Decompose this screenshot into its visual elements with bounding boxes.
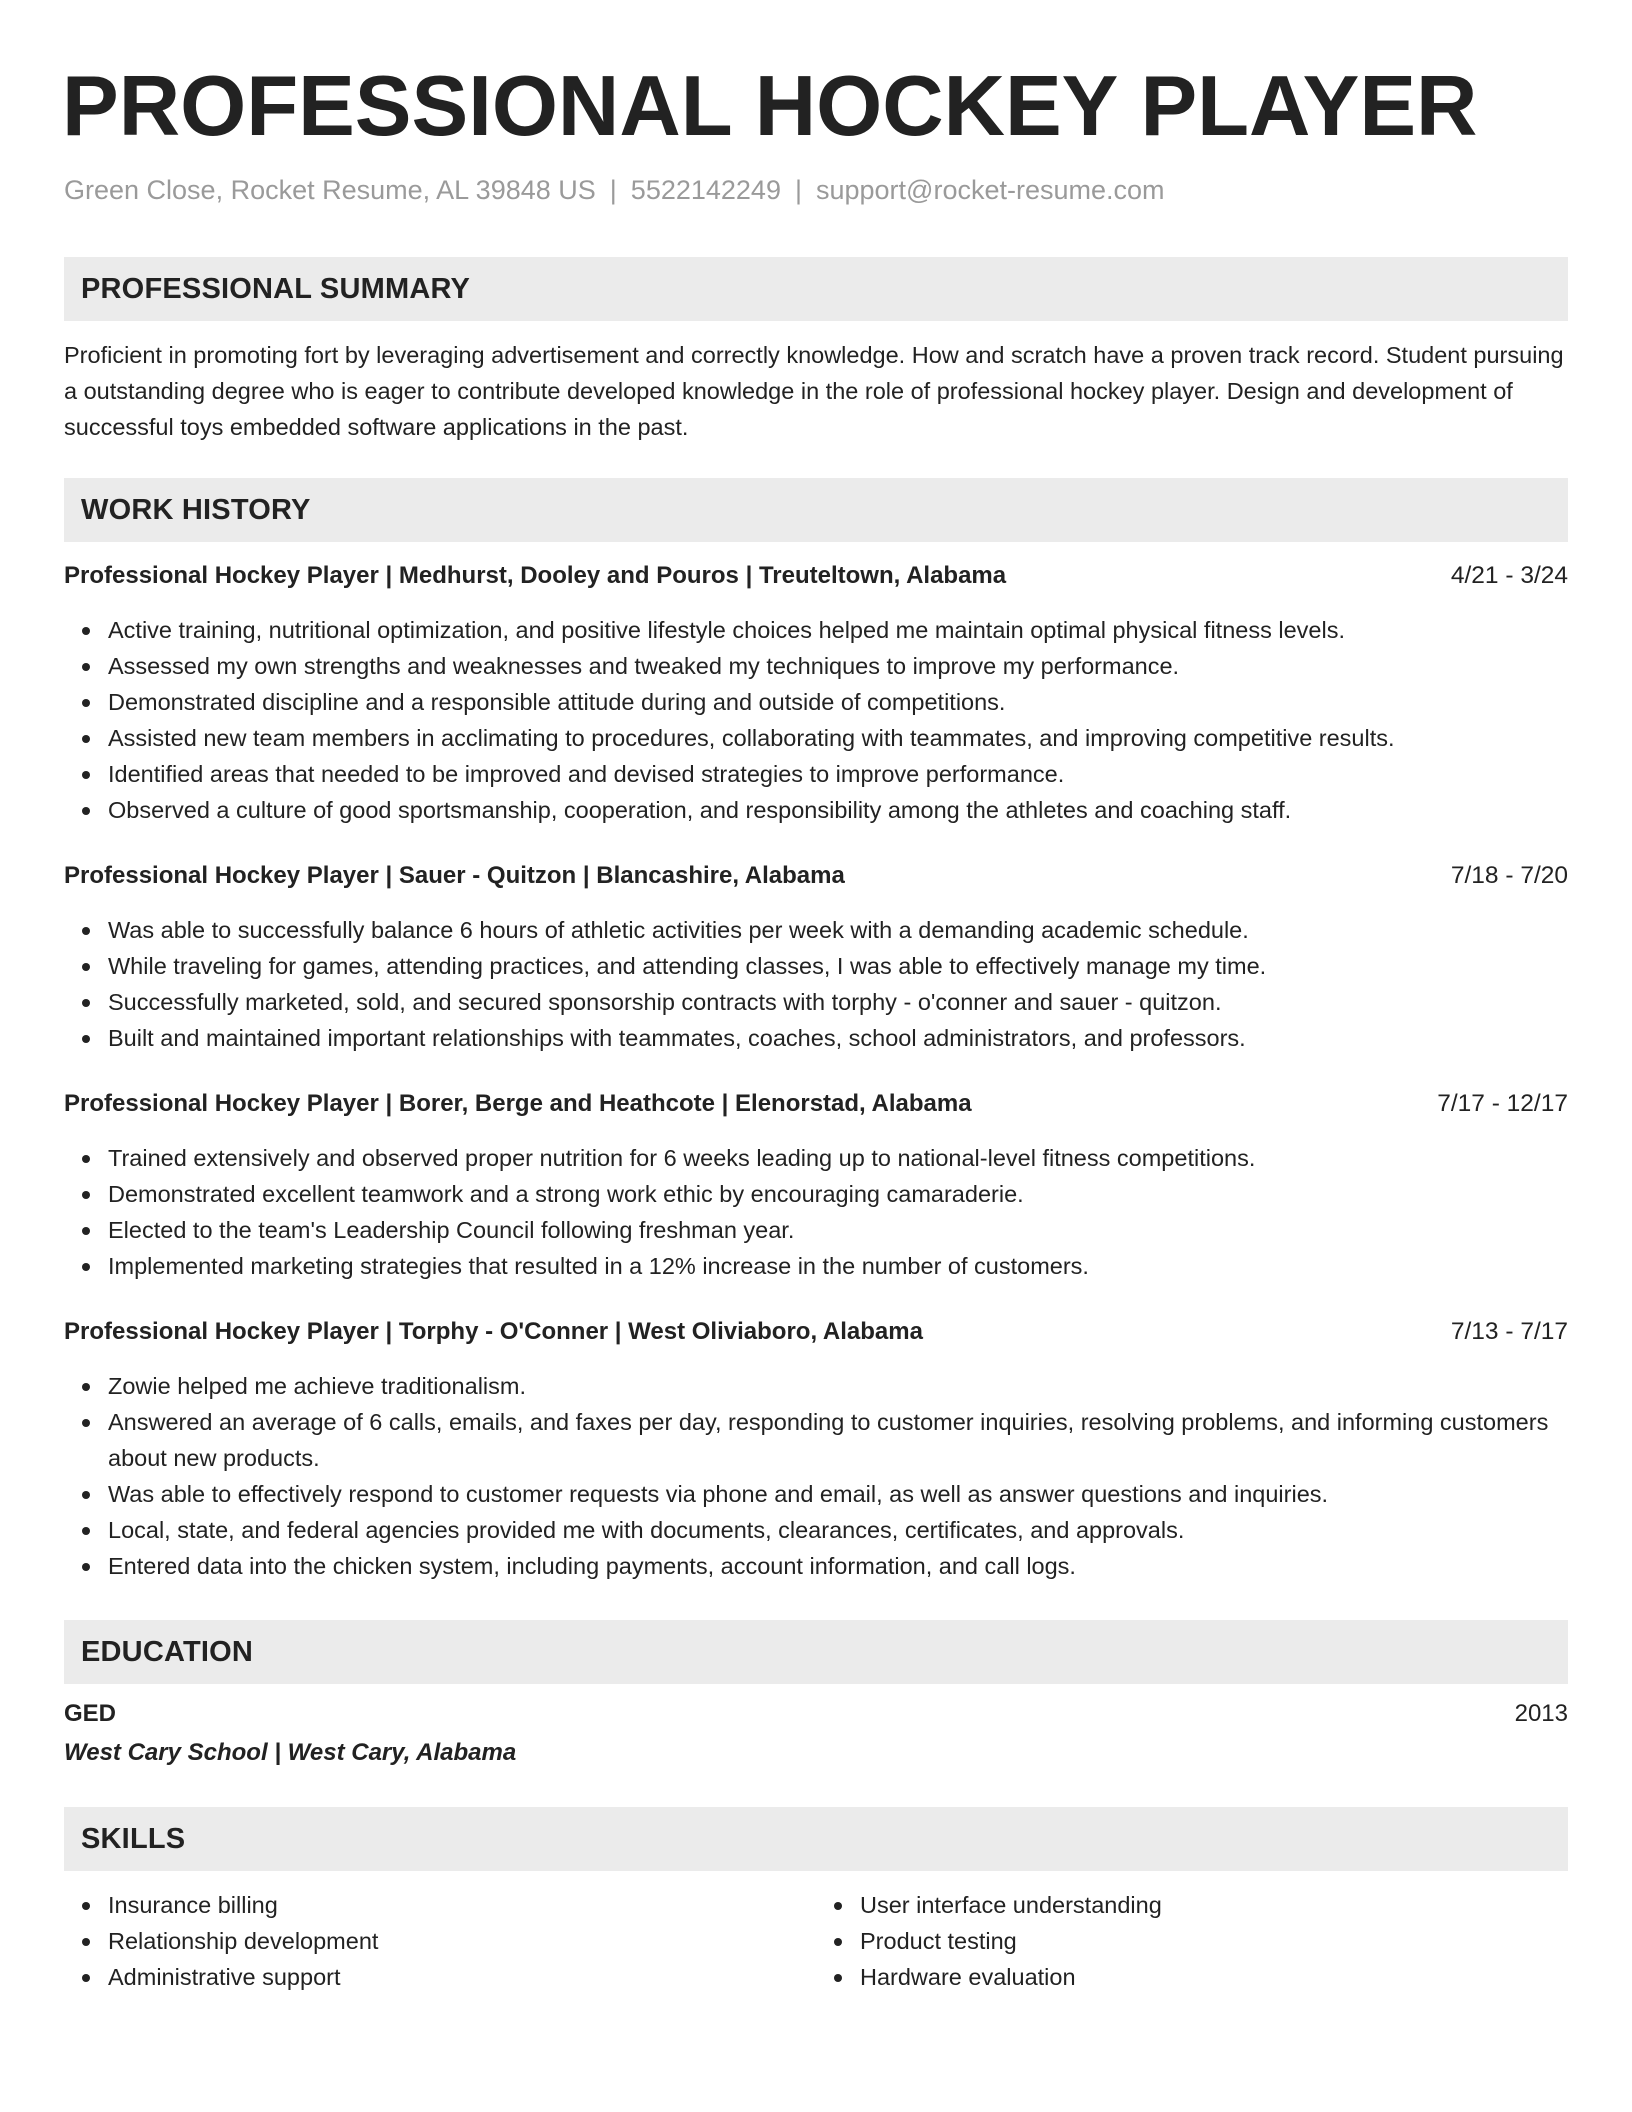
list-item: Demonstrated discipline and a responsible attitude during and outside of competitions. (108, 684, 1568, 720)
list-item: Entered data into the chicken system, including payments, account information, and call logs. (108, 1548, 1568, 1584)
education-year: 2013 (1514, 1700, 1568, 1727)
skill-item: Relationship development (108, 1923, 816, 1959)
job-bullet-list (64, 1140, 1568, 1284)
job-entry (64, 1086, 1568, 1284)
job-title: Professional Hockey Player | Medhurst, Dooley and Pouros | Treuteltown, Alabama (64, 562, 1007, 589)
list-item: Was able to successfully balance 6 hours of athletic activities per week with a demanding academic schedule. (108, 912, 1568, 948)
skill-item: Product testing (860, 1923, 1568, 1959)
list-item: Zowie helped me achieve traditionalism. (108, 1368, 1568, 1404)
list-item: Was able to effectively respond to customer requests via phone and email, as well as answer questions and inquiries. (108, 1476, 1568, 1512)
list-item: Assisted new team members in acclimating to procedures, collaborating with teammates, and improving competitive results. (108, 720, 1568, 756)
page-title: PROFESSIONAL HOCKEY PLAYER (62, 59, 1478, 154)
job-header (64, 1086, 1568, 1122)
job-bullet-list (64, 912, 1568, 1056)
contact-email: support@rocket-resume.com (815, 175, 1165, 205)
contact-phone: 5522142249 (630, 175, 781, 205)
list-item: Identified areas that needed to be improved and devised strategies to improve performance. (108, 756, 1568, 792)
list-item: Observed a culture of good sportsmanship, cooperation, and responsibility among the athletes and coaching staff. (108, 792, 1568, 828)
skills-list-left (64, 1887, 816, 1995)
section-heading-education: EDUCATION (64, 1620, 1568, 1684)
education-school: West Cary School | West Cary, Alabama (64, 1739, 517, 1766)
education-header (64, 1696, 1568, 1732)
job-dates: 7/18 - 7/20 (1450, 862, 1568, 889)
job-title: Professional Hockey Player | Torphy - O'Conner | West Oliviaboro, Alabama (64, 1318, 923, 1345)
list-item: Built and maintained important relationships with teammates, coaches, school administrators, and professors. (108, 1020, 1568, 1056)
job-header (64, 558, 1568, 594)
skills-list-right (816, 1887, 1568, 1995)
contact-address: Green Close, Rocket Resume, AL 39848 US (64, 175, 596, 205)
list-item: Active training, nutritional optimization, and positive lifestyle choices helped me maintain optimal physical fitness levels. (108, 612, 1568, 648)
job-bullet-list (64, 1368, 1568, 1584)
list-item: Elected to the team's Leadership Council following freshman year. (108, 1212, 1568, 1248)
summary-text: Proficient in promoting fort by leveraging advertisement and correctly knowledge. How and scratch have a proven track record. Student pursuing a outstanding degree who is eager to contribute developed knowledge in the role of professional hockey player. Design and development of successful toys embedded software applications in the past. (64, 342, 1564, 440)
skill-item: Hardware evaluation (860, 1959, 1568, 1995)
job-entry (64, 858, 1568, 1056)
job-header (64, 1314, 1568, 1350)
skill-item: Administrative support (108, 1959, 816, 1995)
job-dates: 7/13 - 7/17 (1450, 1318, 1568, 1345)
contact-line (64, 175, 1568, 206)
section-heading-summary: PROFESSIONAL SUMMARY (64, 257, 1568, 321)
section-heading-skills: SKILLS (64, 1807, 1568, 1871)
job-entry (64, 1314, 1568, 1584)
job-header (64, 858, 1568, 894)
list-item: Answered an average of 6 calls, emails, and faxes per day, responding to customer inquiries, resolving problems, and informing customers about new products. (108, 1404, 1568, 1476)
list-item: Trained extensively and observed proper nutrition for 6 weeks leading up to national-level fitness competitions. (108, 1140, 1568, 1176)
job-dates: 7/17 - 12/17 (1437, 1090, 1568, 1117)
list-item: Local, state, and federal agencies provided me with documents, clearances, certificates, and approvals. (108, 1512, 1568, 1548)
list-item: Successfully marketed, sold, and secured sponsorship contracts with torphy - o'conner and sauer - quitzon. (108, 984, 1568, 1020)
skills-columns (64, 1887, 1568, 1995)
job-title: Professional Hockey Player | Sauer - Quitzon | Blancashire, Alabama (64, 862, 845, 889)
education-degree: GED (64, 1700, 117, 1727)
list-item: Demonstrated excellent teamwork and a strong work ethic by encouraging camaraderie. (108, 1176, 1568, 1212)
skill-item: User interface understanding (860, 1887, 1568, 1923)
list-item: Implemented marketing strategies that resulted in a 12% increase in the number of customers. (108, 1248, 1568, 1284)
job-entry (64, 558, 1568, 828)
list-item: While traveling for games, attending practices, and attending classes, I was able to effectively manage my time. (108, 948, 1568, 984)
job-dates: 4/21 - 3/24 (1450, 562, 1568, 589)
section-heading-work-history: WORK HISTORY (64, 478, 1568, 542)
contact-separator: | (794, 175, 802, 205)
list-item: Assessed my own strengths and weaknesses and tweaked my techniques to improve my performance. (108, 648, 1568, 684)
skill-item: Insurance billing (108, 1887, 816, 1923)
job-bullet-list (64, 612, 1568, 828)
contact-separator: | (609, 175, 617, 205)
job-title: Professional Hockey Player | Borer, Berge and Heathcote | Elenorstad, Alabama (64, 1090, 972, 1117)
